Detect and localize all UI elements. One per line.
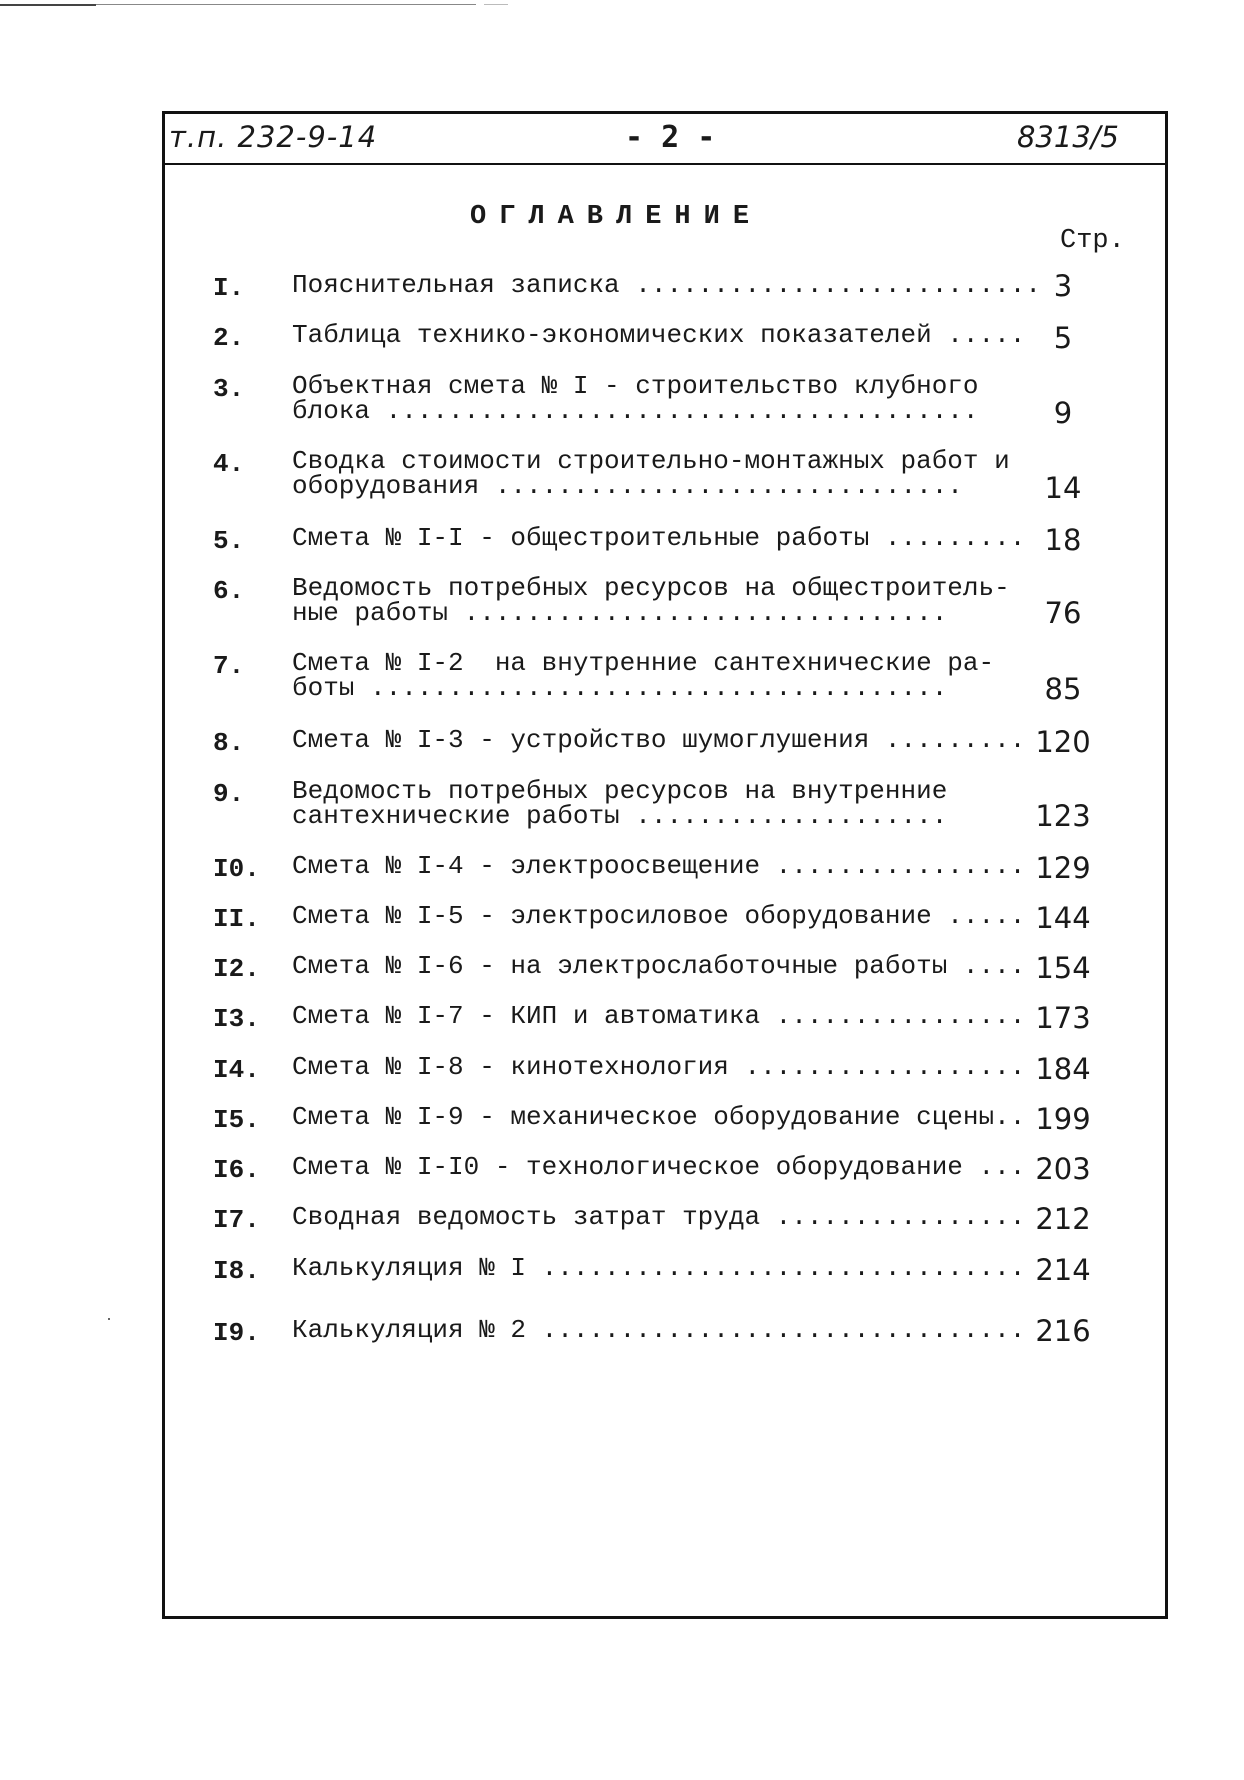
entry-number: I4. — [213, 1055, 260, 1085]
entry-page: 129 — [1035, 851, 1091, 885]
scan-edge-line — [0, 4, 96, 6]
entry-title: Смета № I-3 - устройство шумоглушения ......... — [292, 725, 1026, 755]
page-number: - 2 - — [625, 120, 716, 155]
entry-title: Калькуляция № 2 ............................... — [292, 1315, 1026, 1345]
entry-title: Сводка стоимости строительно-монтажных работ и оборудования .............................. — [292, 446, 1010, 501]
entry-page: 9 — [1053, 396, 1073, 430]
entry-number: 9. — [213, 779, 245, 809]
entry-page: 85 — [1044, 672, 1082, 706]
entry-page: 120 — [1035, 725, 1091, 759]
entry-number: 4. — [213, 449, 245, 479]
entry-number: 7. — [213, 651, 245, 681]
scan-edge-line — [484, 4, 508, 5]
entry-number: 8. — [213, 728, 245, 758]
page-column-label: Стр. — [1060, 226, 1125, 256]
entry-title: Смета № I-6 - на электрослаботочные работы .... — [292, 951, 1026, 981]
entry-page: 5 — [1053, 321, 1073, 355]
entry-title: Смета № I-5 - электросиловое оборудование ..... — [292, 901, 1026, 931]
entry-number: I0. — [213, 854, 260, 884]
entry-page: 214 — [1035, 1253, 1091, 1287]
entry-number: I8. — [213, 1256, 260, 1286]
entry-title: Смета № I-9 - механическое оборудование сцены.. — [292, 1102, 1026, 1132]
entry-page: 123 — [1035, 799, 1091, 833]
entry-number: 5. — [213, 526, 245, 556]
entry-number: I9. — [213, 1318, 260, 1348]
entry-number: I6. — [213, 1155, 260, 1185]
entry-title: Сводная ведомость затрат труда ................ — [292, 1202, 1026, 1232]
scan-speck — [108, 1318, 110, 1320]
entry-number: I7. — [213, 1205, 260, 1235]
entry-page: 199 — [1035, 1102, 1091, 1136]
entry-title: Калькуляция № I ............................... — [292, 1253, 1026, 1283]
entry-page: 184 — [1035, 1052, 1091, 1086]
entry-page: 18 — [1044, 523, 1082, 557]
document-code: т.п. 232-9-14 — [169, 120, 378, 154]
header-divider — [165, 163, 1165, 165]
entry-title: Смета № I-I0 - технологическое оборудование ... — [292, 1152, 1026, 1182]
entry-title: Таблица технико-экономических показателей ..... — [292, 320, 1026, 350]
entry-page: 154 — [1035, 951, 1091, 985]
entry-title: Смета № I-8 - кинотехнология .................. — [292, 1052, 1026, 1082]
sheet-reference: 8313/5 — [1016, 120, 1119, 154]
entry-number: 2. — [213, 323, 245, 353]
entry-page: 203 — [1035, 1152, 1091, 1186]
page-frame — [162, 111, 1168, 1619]
entry-page: 76 — [1044, 596, 1082, 630]
entry-title: Смета № I-2 на внутренние сантехнические ра- боты ..................................... — [292, 648, 995, 703]
entry-number: I2. — [213, 954, 260, 984]
entry-number: I3. — [213, 1004, 260, 1034]
entry-page: 212 — [1035, 1202, 1091, 1236]
toc-title: ОГЛАВЛЕНИЕ — [470, 202, 763, 232]
entry-title: Смета № I-I - общестроительные работы ......... — [292, 523, 1026, 553]
entry-page: 144 — [1035, 901, 1091, 935]
entry-number: II. — [213, 904, 260, 934]
entry-page: 3 — [1053, 269, 1073, 303]
entry-number: I5. — [213, 1105, 260, 1135]
entry-title: Смета № I-7 - КИП и автоматика ................ — [292, 1001, 1026, 1031]
entry-title: Ведомость потребных ресурсов на общестроитель- ные работы ............................... — [292, 573, 1010, 628]
entry-page: 14 — [1044, 471, 1082, 505]
entry-page: 173 — [1035, 1001, 1091, 1035]
entry-title: Смета № I-4 - электроосвещение ................ — [292, 851, 1026, 881]
entry-page: 216 — [1035, 1314, 1091, 1348]
entry-number: I. — [213, 273, 245, 303]
scan-edge-line — [96, 4, 476, 5]
entry-number: 6. — [213, 576, 245, 606]
entry-title: Ведомость потребных ресурсов на внутренние сантехнические работы .................... — [292, 776, 948, 831]
entry-number: 3. — [213, 374, 245, 404]
entry-title: Пояснительная записка .......................... — [292, 270, 1041, 300]
entry-title: Объектная смета № I - строительство клубного блока ...................................... — [292, 371, 979, 426]
